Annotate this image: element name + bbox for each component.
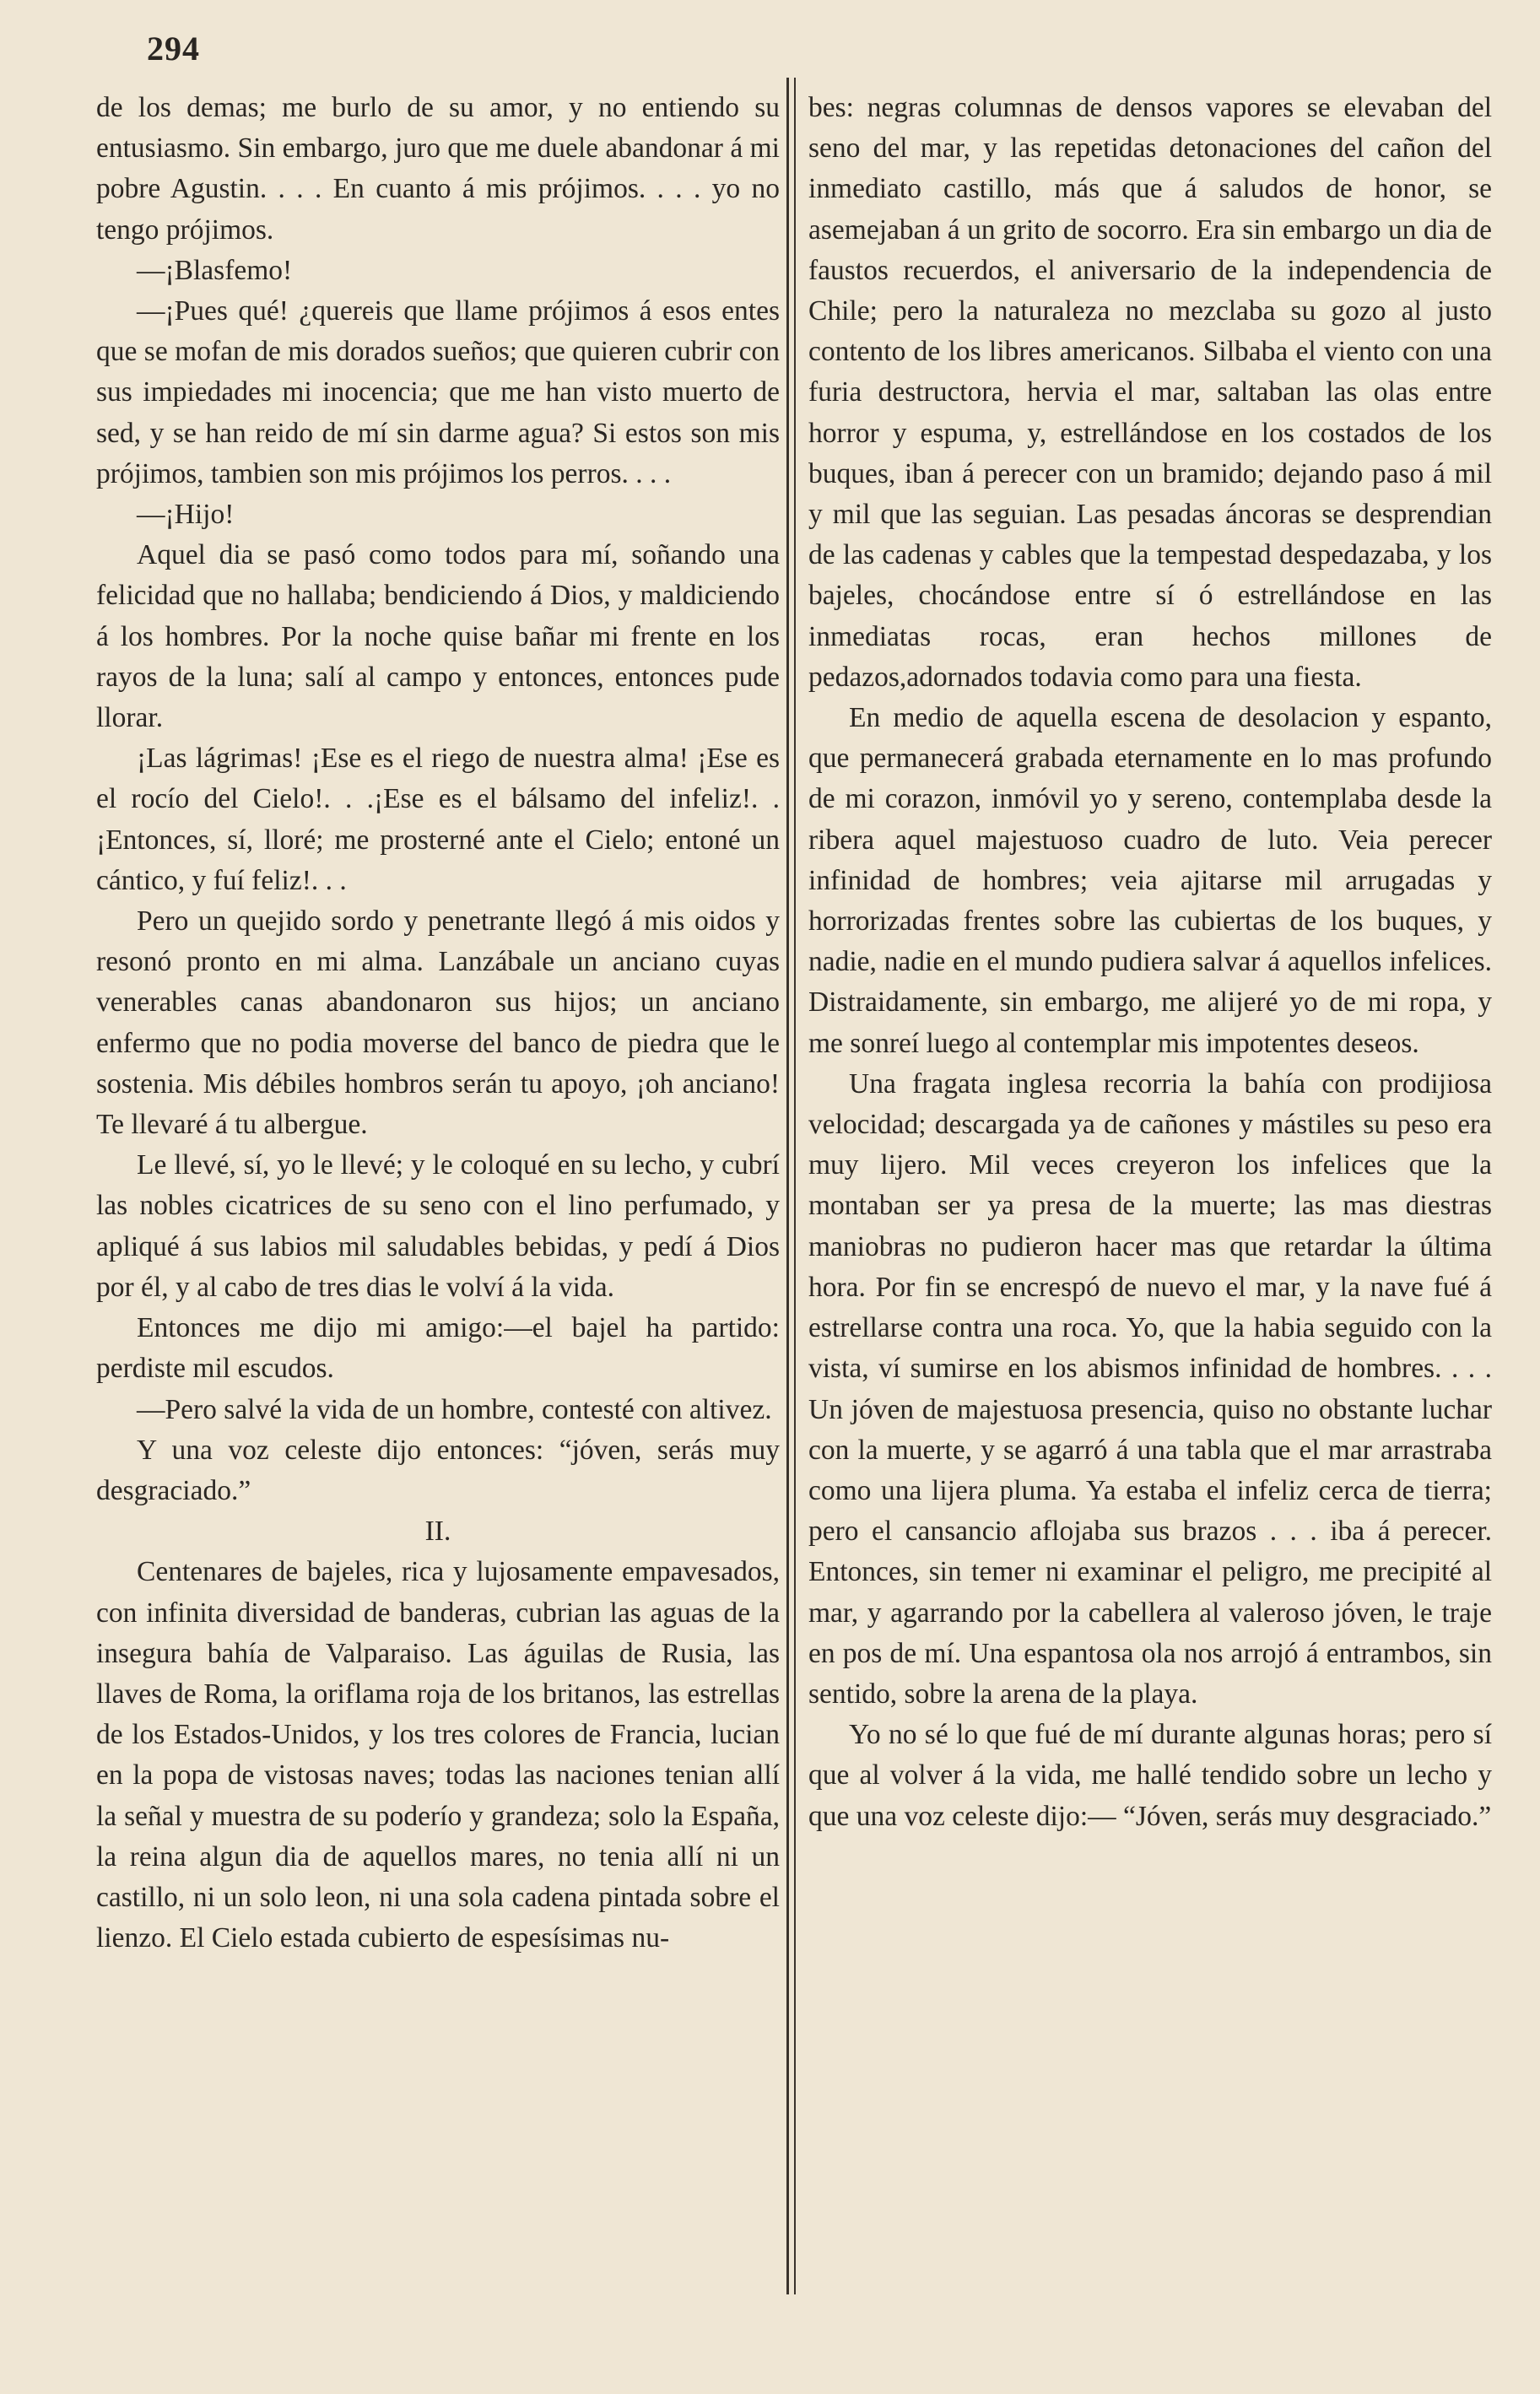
paragraph: Aquel dia se pasó como todos para mí, soñando una felicidad que no hallaba; bendiciendo á Dios, y maldiciendo á los hombres. Por la noche quise bañar mi frente en los rayos de la luna; salí al campo y entonces, entonces pude llorar.: [96, 539, 780, 734]
paragraph: Yo no sé lo que fué de mí durante algunas horas; pero sí que al volver á la vida, me hallé tendido sobre un lecho y que una voz celeste dijo:— “Jóven, serás muy desgraciado.”: [808, 1719, 1492, 1832]
paragraph: —¡Pues qué! ¿quereis que llame prójimos á esos entes que se mofan de mis dorados sueños; que quieren cubrir con sus impiedades mi inocencia; que me han visto muerto de sed, y se han reido de mí sin darme agua? Si estos son mis prójimos, tambien son mis prójimos los perros. . . .: [96, 295, 780, 489]
paragraph: Entonces me dijo mi amigo:—el bajel ha partido: perdiste mil escudos.: [96, 1312, 780, 1385]
paragraph: —¡Blasfemo!: [137, 254, 293, 286]
paragraph: Y una voz celeste dijo entonces: “jóven, serás muy desgraciado.”: [96, 1434, 780, 1506]
paragraph: —¡Hijo!: [137, 499, 235, 531]
left-column: [96, 88, 780, 1959]
column-rule-right: [794, 78, 796, 2294]
paragraph: ¡Las lágrimas! ¡Ese es el riego de nuestra alma! ¡Ese es el rocío del Cielo!. . .¡Ese es el bálsamo del infeliz!. . ¡Entonces, sí, lloré; me prosterné ante el Cielo; entoné un cántico, y fuí feliz!. . .: [96, 743, 780, 896]
paragraph: Centenares de bajeles, rica y lujosamente empavesados, con infinita diversidad de banderas, cubrian las aguas de la insegura bahía de Valparaiso. Las águilas de Rusia, las llaves de Roma, la oriflama roja de los britanos, las estrellas de los Estados-Unidos, y los tres colores de Francia, lucian en la popa de vistosas naves; todas las naciones tenian allí la señal y muestra de su poderío y grandeza; solo la España, la reina algun dia de aquellos mares, no tenia allí ni un castillo, ni un solo leon, ni una sola cadena pintada sobre el lienzo. El Cielo estada cubierto de espesísimas nu-: [96, 1556, 780, 1954]
section-heading: II.: [424, 1516, 451, 1548]
paragraph: bes: negras columnas de densos vapores se elevaban del seno del mar, y las repetidas detonaciones del cañon del inmediato castillo, más que á saludos de honor, se asemejaban á un grito de socorro. Era sin embargo un dia de faustos recuerdos, el aniversario de la independencia de Chile; pero la naturaleza no mezclaba su gozo al justo contento de los libres americanos. Silbaba el viento con una furia destructora, hervia el mar, saltaban las olas entre horror y espuma, y, estrellándose en los costados de los buques, iban á perecer con un bramido; dejando paso á mil y mil que las seguian. Las pesadas áncoras se desprendian de las cadenas y cables que la tempestad despedazaba, y los bajeles, chocándose entre sí ó estrellándose en las inmediatas rocas, eran hechos millones de pedazos,adornados todavia como para una fiesta.: [808, 92, 1492, 693]
paragraph: de los demas; me burlo de su amor, y no entiendo su entusiasmo. Sin embargo, juro que me duele abandonar á mi pobre Agustin. . . . En cuanto á mis prójimos. . . . yo no tengo prójimos.: [96, 92, 780, 246]
column-rule-left: [786, 78, 789, 2294]
page-number: 294: [147, 30, 200, 68]
paragraph: Una fragata inglesa recorria la bahía con prodijiosa velocidad; descargada ya de cañones y mástiles su peso era muy lijero. Mil veces creyeron los infelices que la montaban ser ya presa de la muerte; las mas diestras maniobras no pudieron hacer mas que retardar la última hora. Por fin se encrespó de nuevo el mar, y la nave fué á estrellarse contra una roca. Yo, que la habia seguido con la vista, ví sumirse en los abismos infinidad de hombres. . . . Un jóven de majestuosa presencia, quiso no obstante luchar con la muerte, y se agarró á una tabla que el mar arrastraba como una lijera pluma. Ya estaba el infeliz cerca de tierra; pero el cansancio aflojaba sus brazos . . . iba á perecer. Entonces, sin temer ni examinar el peligro, me precipité al mar, y agarrando por la cabellera al valeroso jóven, le traje en pos de mí. Una espantosa ola nos arrojó á entrambos, sin sentido, sobre la arena de la playa.: [808, 1067, 1492, 1710]
paragraph: Pero un quejido sordo y penetrante llegó á mis oidos y resonó pronto en mi alma. Lanzábale un anciano cuyas venerables canas abandonaron sus hijos; un anciano enfermo que no podia moverse del banco de piedra que le sostenia. Mis débiles hombros serán tu apoyo, ¡oh anciano! Te llevaré á tu albergue.: [96, 905, 780, 1141]
paragraph: En medio de aquella escena de desolacion y espanto, que permanecerá grabada eternamente en lo mas profundo de mi corazon, inmóvil yo y sereno, contemplaba desde la ribera aquel majestuoso cuadro de luto. Veia perecer infinidad de hombres; veia ajitarse mil arrugadas y horrorizadas frentes sobre las cubiertas de los buques, y nadie, nadie en el mundo pudiera salvar á aquellos infelices. Distraidamente, sin embargo, me alijeré yo de mi ropa, y me sonreí luego al contemplar mis impotentes deseos.: [808, 702, 1492, 1059]
paragraph: —Pero salvé la vida de un hombre, contesté con altivez.: [137, 1393, 772, 1425]
right-column: [808, 88, 1492, 1837]
paragraph: Le llevé, sí, yo le llevé; y le coloqué en su lecho, y cubrí las nobles cicatrices de su seno con el lino perfumado, y apliqué á sus labios mil saludables bebidas, y pedí á Dios por él, y al cabo de tres dias le volví á la vida.: [96, 1149, 780, 1303]
